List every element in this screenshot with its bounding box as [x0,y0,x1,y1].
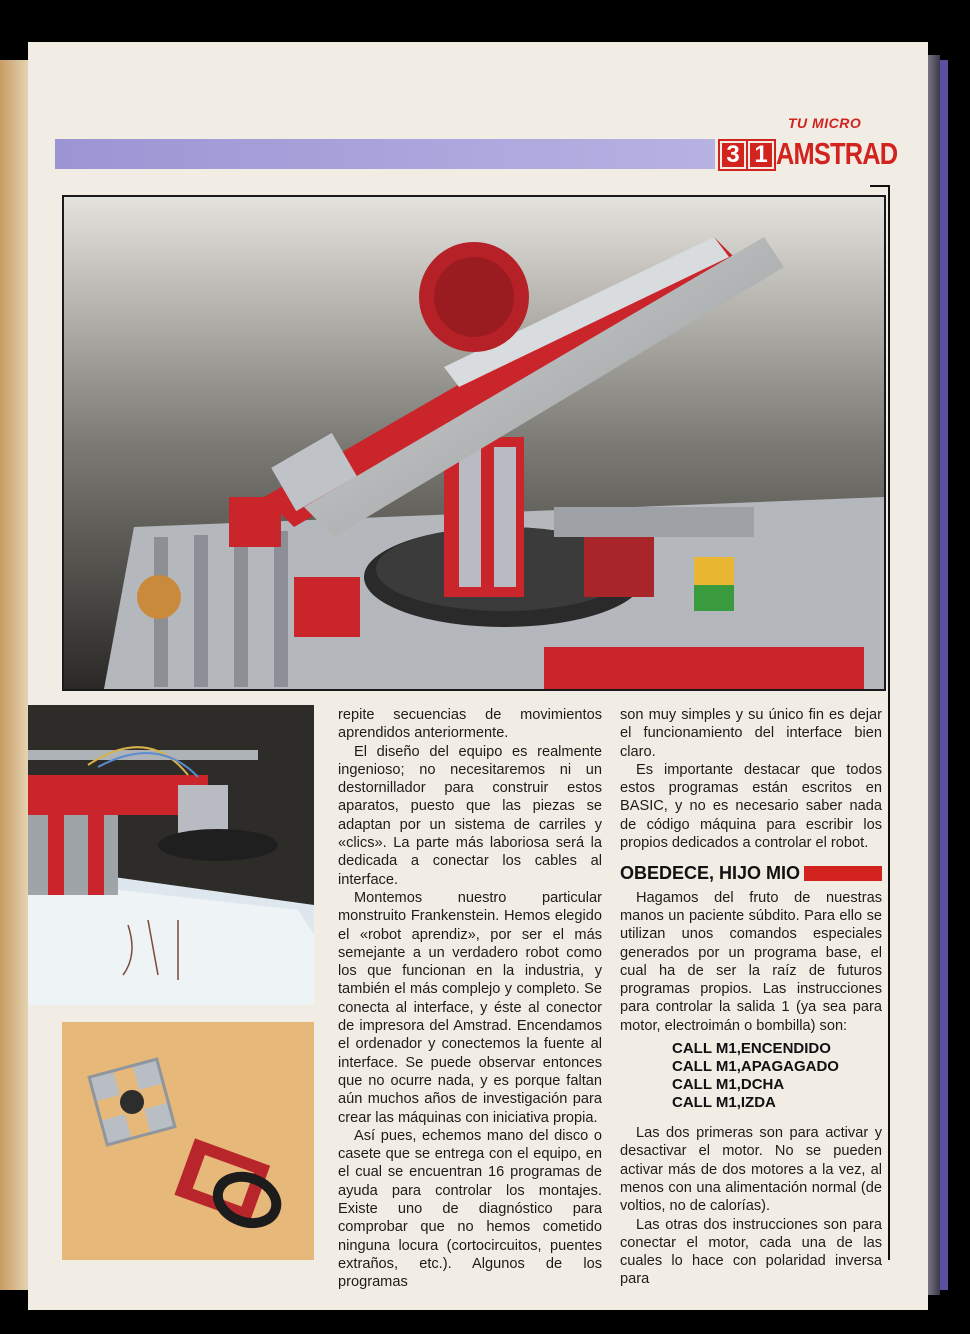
plotter-robot-photo [28,705,314,1005]
page-stack-edge-color [940,60,948,1290]
command-list [620,1040,882,1112]
brand-title: AMSTRAD [776,136,898,171]
paragraph: Hagamos del fruto de nuestras manos un paciente súbdito. Para ello se utilizan unos comandos especiales generados por un programa base, el cual ha de ser la raíz de futuros programas propios. Las instrucciones para controlar la salida 1 (ya sea para motor, electroimán o bombilla) son: [620,889,882,1034]
paragraph: repite secuencias de movimientos aprendidos anteriormente. [338,707,602,742]
robot-arm-photo [62,195,886,691]
subheading-text: OBEDECE, HIJO MIO [620,863,801,884]
facing-page-edge [0,60,30,1290]
section-label: TU MICRO [788,115,862,131]
page-stack-edge [928,55,940,1295]
article-column-1 [338,706,602,1292]
paragraph: Las dos primeras son para activar y desactivar el motor. No se pueden activar más de dos motores a la vez, al menos con una alimentación normal (de voltios, no de calorías). [620,1125,882,1215]
paragraph: El diseño del equipo es realmente ingenioso; no necesitaremos ni un destornillador para construir estos aparatos, puesto que las piezas se adaptan por un sistema de carriles y «clics». La parte más laboriosa será la dedicada a conectar los cables al interface. [338,743,602,888]
robot-arm-illustration [64,197,884,689]
paragraph: Así pues, echemos mano del disco o casete que se entrega con el equipo, en el cual se encuentran 16 programas de ayuda para controlar los montajes. Existe uno de diagnóstico para comprobar que no hemos cometido ninguna locura (cortocircuitos, puentes extraños, etc.). Algunos de los programas [338,1127,602,1291]
subheading-bar [804,866,882,881]
column-rule [888,185,890,1260]
command-line: CALL M1,DCHA [672,1076,785,1094]
paragraph: Montemos nuestro particular monstruito Frankenstein. Hemos elegido el «robot aprendiz», por ser el más semejante a un verdadero robot como los que funcionan en la industria, y también el más complejo y completo. Se conecta al interface, y éste al conector de impresora del Amstrad. Encendamos el ordenador y conectemos la fuente al interface. Se puede observar entonces que no ocurre nada, y es porque faltan aún muchos años de investigación para crear las máquinas con iniciativa propia. [338,889,602,1126]
pieces-illustration [62,1022,314,1260]
paragraph: Las otras dos instrucciones son para conectar el motor, cada una de las cuales lo hace con polaridad inversa para [620,1216,882,1288]
command-line: CALL M1,IZDA [672,1094,776,1112]
article-column-2 [620,706,882,1289]
paragraph: son muy simples y su único fin es dejar el funcionamiento del interface bien claro. [620,707,882,760]
paragraph: Es importante destacar que todos estos programas están escritos en BASIC, y no es necesario saber nada de código máquina para escribir los propios dedicados a controlar el robot. [620,761,882,852]
connector-pieces-photo [62,1022,314,1260]
corner-rule [870,185,890,187]
issue-digit-2: 1 [746,139,776,171]
header-bar [55,139,715,169]
issue-digit-1: 3 [718,139,748,171]
command-line: CALL M1,ENCENDIDO [672,1040,831,1058]
command-line: CALL M1,APAGAGADO [672,1058,839,1076]
plotter-illustration [28,705,314,1005]
subheading [620,864,882,882]
